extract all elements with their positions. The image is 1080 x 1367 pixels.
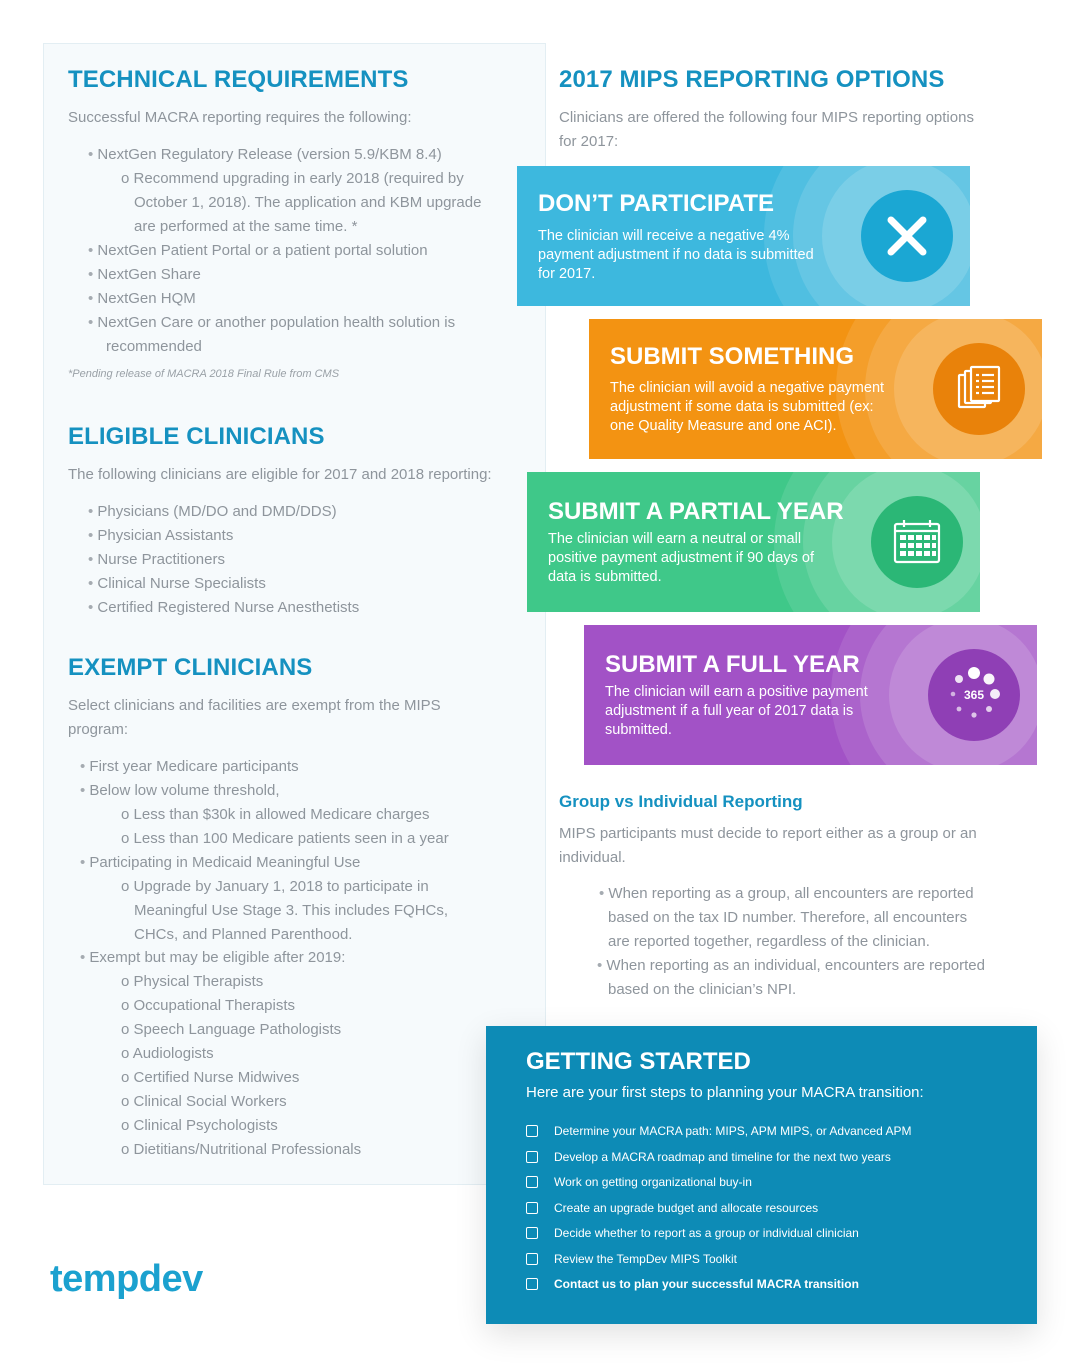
exempt-intro: program:	[68, 721, 129, 738]
checkbox[interactable]	[526, 1227, 538, 1239]
option-card-submit-something	[589, 319, 1042, 459]
card-title: DON’T PARTICIPATE	[538, 190, 774, 217]
icon-text: 365	[963, 688, 985, 702]
list-item: o Less than 100 Medicare patients seen in a year	[121, 827, 449, 851]
list-item: • NextGen Regulatory Release (version 5.9/KBM 8.4)	[88, 143, 442, 167]
card-description: The clinician will avoid a negative payment adjustment if some data is submitted (ex: one Quality Measure and one ACI).	[610, 380, 885, 434]
365-loading-icon	[928, 649, 1020, 741]
mips-intro: for 2017:	[559, 133, 619, 150]
checkbox[interactable]	[526, 1125, 538, 1137]
exempt-intro: Select clinicians and facilities are exempt from the MIPS	[68, 697, 441, 714]
list-item: o Speech Language Pathologists	[121, 1018, 341, 1042]
checklist-item[interactable]: Work on getting organizational buy-in	[526, 1172, 752, 1192]
card-title: SUBMIT A FULL YEAR	[605, 651, 860, 678]
list-item: October 1, 2018). The application and KBM upgrade	[134, 194, 482, 211]
footnote: *Pending release of MACRA 2018 Final Rule from CMS	[68, 368, 340, 380]
list-item: • NextGen HQM	[88, 287, 196, 311]
mips-options-heading: 2017 MIPS REPORTING OPTIONS	[559, 66, 945, 93]
list-item: based on the clinician’s NPI.	[608, 981, 797, 998]
list-item: o Occupational Therapists	[121, 994, 295, 1018]
checklist-item[interactable]: Determine your MACRA path: MIPS, APM MIPS, or Advanced APM	[526, 1121, 911, 1141]
exempt-clinicians-heading: EXEMPT CLINICIANS	[68, 654, 313, 681]
list-item: o Certified Nurse Midwives	[121, 1066, 299, 1090]
list-item: o Upgrade by January 1, 2018 to participate in	[121, 875, 429, 899]
calendar-icon	[871, 496, 963, 588]
x-icon	[861, 190, 953, 282]
list-item: o Clinical Psychologists	[121, 1114, 278, 1138]
list-item: are reported together, regardless of the clinician.	[608, 933, 930, 950]
getting-started-subtitle: Here are your first steps to planning your MACRA transition:	[526, 1084, 924, 1101]
card-title: SUBMIT A PARTIAL YEAR	[548, 498, 844, 525]
list-item: o Audiologists	[121, 1042, 214, 1066]
getting-started-panel	[486, 1026, 1037, 1324]
checklist-item-contact[interactable]: Contact us to plan your successful MACRA transition	[526, 1274, 859, 1294]
mips-intro: Clinicians are offered the following four MIPS reporting options	[559, 109, 974, 126]
list-item: • Clinical Nurse Specialists	[88, 572, 266, 596]
checkbox[interactable]	[526, 1253, 538, 1265]
list-item: • Participating in Medicaid Meaningful Use	[80, 851, 360, 875]
list-item: based on the tax ID number. Therefore, all encounters	[608, 909, 968, 926]
list-item: o Clinical Social Workers	[121, 1090, 287, 1114]
list-item: • Physicians (MD/DO and DMD/DDS)	[88, 500, 337, 524]
list-item: • Exempt but may be eligible after 2019:	[80, 946, 345, 970]
list-item: are performed at the same time. *	[134, 218, 358, 235]
technical-requirements-heading: TECHNICAL REQUIREMENTS	[68, 66, 409, 93]
list-item: • Physician Assistants	[88, 524, 233, 548]
list-item: • NextGen Patient Portal or a patient portal solution	[88, 239, 428, 263]
list-item: Meaningful Use Stage 3. This includes FQHCs,	[134, 902, 449, 919]
group-intro: MIPS participants must decide to report either as a group or an	[559, 825, 977, 842]
checklist-item[interactable]: Decide whether to report as a group or individual clinician	[526, 1223, 859, 1243]
checklist-item[interactable]: Develop a MACRA roadmap and timeline for the next two years	[526, 1147, 891, 1167]
list-item: • Nurse Practitioners	[88, 548, 225, 572]
checklist-item[interactable]: Review the TempDev MIPS Toolkit	[526, 1249, 737, 1269]
list-item: • Below low volume threshold,	[80, 779, 280, 803]
option-card-dont-participate	[517, 166, 970, 306]
checkbox[interactable]	[526, 1202, 538, 1214]
list-item: • Certified Registered Nurse Anesthetists	[88, 596, 359, 620]
technical-intro: Successful MACRA reporting requires the following:	[68, 109, 412, 126]
list-item: CHCs, and Planned Parenthood.	[134, 926, 353, 943]
tempdev-logo: tempdev	[50, 1258, 203, 1300]
list-item: • NextGen Share	[88, 263, 201, 287]
card-description: The clinician will receive a negative 4% payment adjustment if no data is submitted for 2017.	[538, 228, 814, 282]
getting-started-heading: GETTING STARTED	[526, 1048, 751, 1075]
list-item: o Physical Therapists	[121, 970, 263, 994]
card-title: SUBMIT SOMETHING	[610, 343, 854, 370]
checklist-item[interactable]: Create an upgrade budget and allocate resources	[526, 1198, 818, 1218]
group-intro: individual.	[559, 849, 626, 866]
eligible-intro: The following clinicians are eligible for 2017 and 2018 reporting:	[68, 466, 492, 483]
list-item: o Recommend upgrading in early 2018 (required by	[121, 167, 464, 191]
list-item: • When reporting as a group, all encounters are reported	[599, 882, 974, 906]
list-item: recommended	[106, 338, 202, 355]
card-description: The clinician will earn a positive payment adjustment if a full year of 2017 data is submitted.	[605, 684, 868, 738]
checkbox[interactable]	[526, 1278, 538, 1290]
option-card-full-year	[584, 625, 1037, 765]
list-item: o Less than $30k in allowed Medicare charges	[121, 803, 430, 827]
checkbox[interactable]	[526, 1176, 538, 1188]
list-item: o Dietitians/Nutritional Professionals	[121, 1138, 361, 1162]
card-description: The clinician will earn a neutral or small positive payment adjustment if 90 days of data is submitted.	[548, 531, 814, 585]
list-item: • First year Medicare participants	[80, 755, 299, 779]
list-item: • When reporting as an individual, encounters are reported	[597, 954, 985, 978]
option-card-partial-year	[527, 472, 980, 612]
checkbox[interactable]	[526, 1151, 538, 1163]
list-item: • NextGen Care or another population health solution is	[88, 311, 455, 335]
group-vs-individual-heading: Group vs Individual Reporting	[559, 792, 803, 811]
documents-icon	[933, 343, 1025, 435]
eligible-clinicians-heading: ELIGIBLE CLINICIANS	[68, 423, 325, 450]
